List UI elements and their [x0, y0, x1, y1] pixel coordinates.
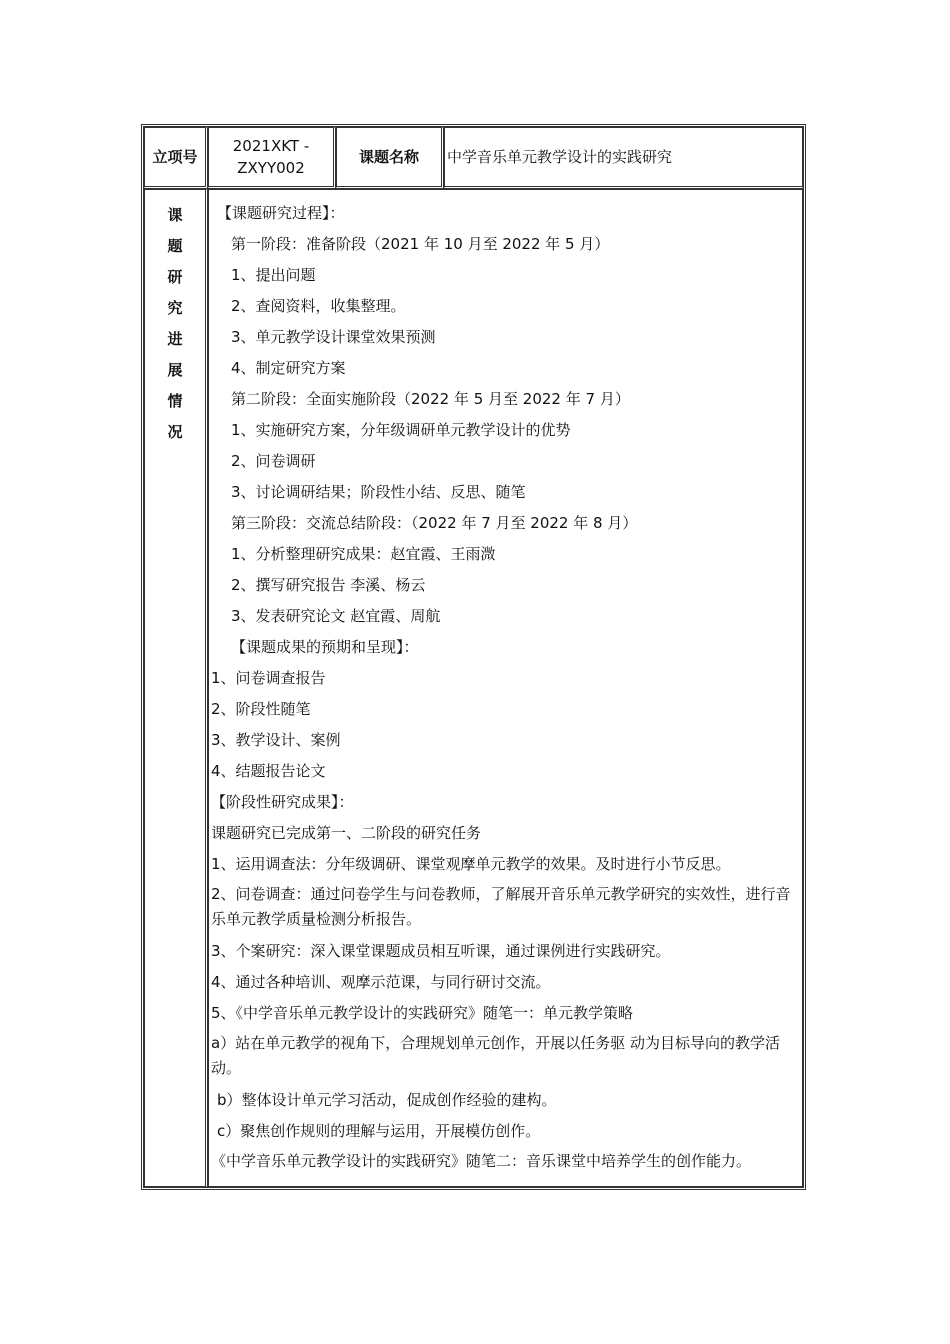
stage-item: 1、提出问题 [231, 266, 316, 284]
phase-heading: 【阶段性研究成果】： [211, 793, 354, 811]
stage-item: 2、撰写研究报告 李溪、杨云 [231, 576, 426, 594]
phase-item: 3、个案研究：深入课堂课题成员相互听课，通过课例进行实践研究。 [211, 942, 671, 960]
project-number-label: 立项号 [144, 127, 208, 189]
stage-item: 3、单元教学设计课堂效果预测 [231, 328, 436, 346]
phase-item: 2、问卷调查：通过问卷学生与问卷教师，了解展开音乐单元教学研究的实效性，进行音乐单元教学质量检测分析报告。 [211, 885, 791, 928]
side-char: 展 [167, 361, 183, 379]
phase-item: 4、通过各种培训、观摩示范课，与同行研讨交流。 [211, 973, 551, 991]
stage-item: 2、问卷调研 [231, 452, 316, 470]
project-number-value: 2021XKT -ZXYY002 [208, 127, 336, 189]
strategy-item: b）整体设计单元学习活动，促成创作经验的建构。 [217, 1091, 557, 1109]
topic-name-value: 中学音乐单元教学设计的实践研究 [444, 127, 803, 189]
side-char: 课 [167, 206, 183, 224]
outcome-item: 2、阶段性随笔 [211, 700, 311, 718]
strategy-item: c）聚焦创作规则的理解与运用，开展模仿创作。 [217, 1122, 541, 1140]
outcome-item: 4、结题报告论文 [211, 762, 326, 780]
side-char: 究 [167, 299, 183, 317]
stage-heading: 第一阶段：准备阶段（2021 年 10 月至 2022 年 5 月） [231, 235, 610, 253]
side-char: 况 [167, 423, 183, 441]
outcome-item: 1、问卷调查报告 [211, 669, 326, 687]
stage-item: 4、制定研究方案 [231, 359, 346, 377]
strategy-item: a）站在单元教学的视角下，合理规划单元创作，开展以任务驱 动为目标导向的教学活动。 [211, 1034, 780, 1077]
side-char: 情 [167, 392, 183, 410]
phase-item: 5、《中学音乐单元教学设计的实践研究》随笔一：单元教学策略 [211, 1004, 634, 1022]
phase-intro: 课题研究已完成第一、二阶段的研究任务 [211, 824, 482, 842]
header-row [144, 127, 803, 189]
progress-side-label [144, 189, 208, 1187]
project-progress-table [141, 124, 806, 1190]
progress-row [144, 189, 803, 1187]
stage-item: 3、讨论调研结果；阶段性小结、反思、随笔 [231, 483, 526, 501]
phase-item: 1、运用调查法：分年级调研、课堂观摩单元教学的效果。及时进行小节反思。 [211, 855, 731, 873]
essay-note: 《中学音乐单元教学设计的实践研究》随笔二：音乐课堂中培养学生的创作能力。 [211, 1152, 752, 1170]
stage-heading: 第二阶段：全面实施阶段（2022 年 5 月至 2022 年 7 月） [231, 390, 630, 408]
progress-content [208, 189, 803, 1187]
stage-heading: 第三阶段：交流总结阶段：（2022 年 7 月至 2022 年 8 月） [231, 514, 638, 532]
outcome-item: 3、教学设计、案例 [211, 731, 341, 749]
stage-item: 3、发表研究论文 赵宜霞、周航 [231, 607, 441, 625]
side-char: 进 [167, 330, 183, 348]
side-char: 研 [167, 268, 183, 286]
stage-item: 1、实施研究方案，分年级调研单元教学设计的优势 [231, 421, 571, 439]
stage-item: 2、查阅资料，收集整理。 [231, 297, 406, 315]
side-char: 题 [167, 237, 183, 255]
outcome-heading: 【课题成果的预期和呈现】： [231, 638, 419, 656]
stage-item: 1、分析整理研究成果：赵宜霞、王雨溦 [231, 545, 496, 563]
process-heading: 【课题研究过程】： [217, 204, 345, 222]
topic-name-label: 课题名称 [336, 127, 444, 189]
